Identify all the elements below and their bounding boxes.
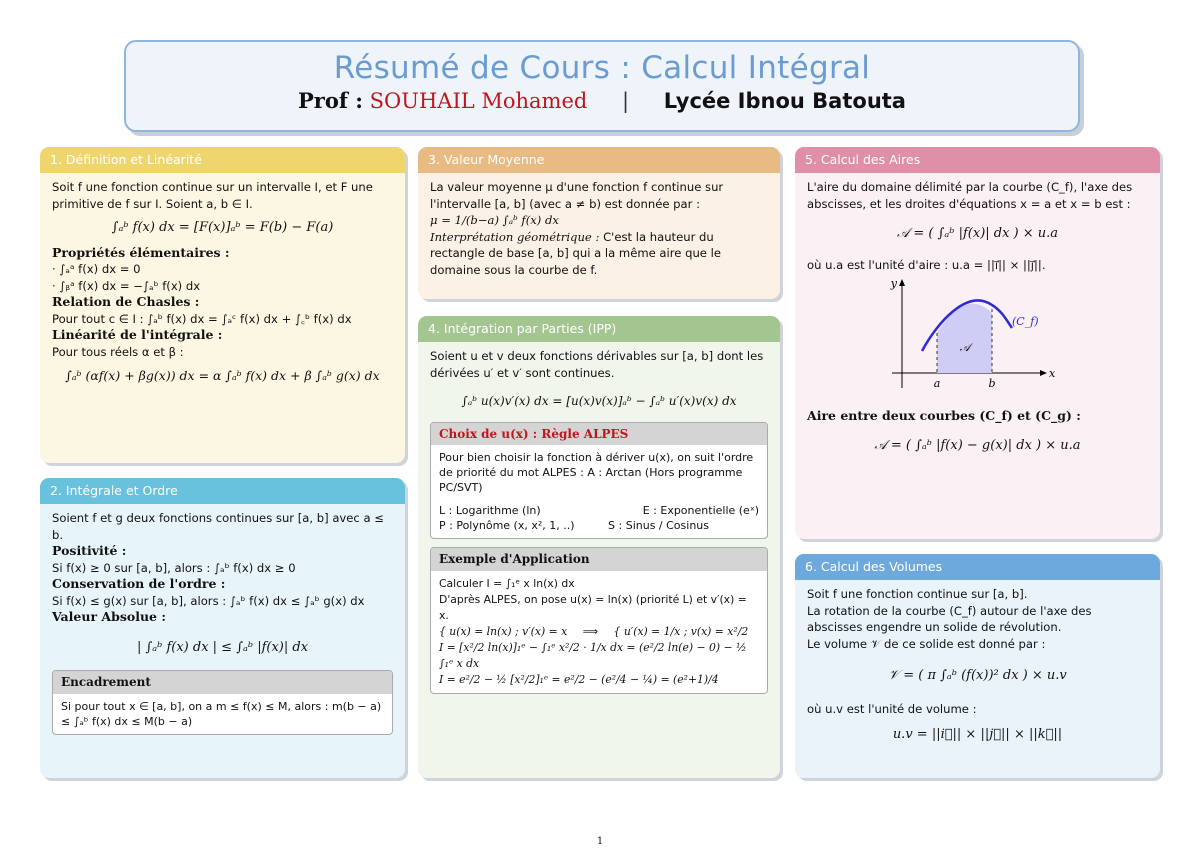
intro-text: Soient f et g deux fonctions continues sur [a, b] avec a ≤ b. <box>52 511 384 542</box>
example-line-5: I = e²/2 − ½ [x²/2]₁ᵉ = e²/2 − (e²/4 − ¼) = (e²+1)/4 <box>439 672 719 686</box>
section-mean-value <box>418 147 780 299</box>
page-header <box>124 40 1080 132</box>
encadrement-text: Si pour tout x ∈ [a, b], on a m ≤ f(x) ≤ M, alors : m(b − a) ≤ ∫ₐᵇ f(x) dx ≤ M(b − a) <box>61 699 382 728</box>
header-separator: | <box>622 89 630 113</box>
encadrement-title: Encadrement <box>53 671 392 694</box>
x-arrow <box>1040 370 1047 376</box>
y-label: y <box>890 277 897 290</box>
props-title: Propriétés élémentaires : <box>52 244 230 260</box>
order-title: Conservation de l'ordre : <box>52 576 226 591</box>
main-formula: ∫ₐᵇ f(x) dx = [F(x)]ₐᵇ = F(b) − F(a) <box>111 220 334 235</box>
chasles-text: Pour tout c ∈ I : ∫ₐᵇ f(x) dx = ∫ₐᶜ f(x) dx + ∫꜀ᵇ f(x) dx <box>52 311 352 326</box>
section-areas <box>795 147 1160 539</box>
volume-line-3: Le volume 𝒱 de ce solide est donné par : <box>807 636 1046 651</box>
volume-line-1: Soit f une fonction continue sur [a, b]. <box>807 587 1028 601</box>
y-arrow <box>899 279 905 286</box>
positivity-text: Si f(x) ≥ 0 sur [a, b], alors : ∫ₐᵇ f(x) dx ≥ 0 <box>52 560 296 575</box>
mean-formula: μ = 1/(b−a) ∫ₐᵇ f(x) dx <box>430 213 559 227</box>
section-definition <box>40 147 405 463</box>
prop-2: · ∫ᵦᵃ f(x) dx = −∫ₐᵇ f(x) dx <box>52 278 201 293</box>
example-system-b: { u′(x) = 1/x ; v(x) = x²/2 <box>613 624 749 638</box>
volume-formula: 𝒱 = ( π ∫ₐᵇ (f(x))² dx ) × u.v <box>888 668 1067 683</box>
school-name: Lycée Ibnou Batouta <box>663 89 906 113</box>
interpretation-text: C'est la hauteur du rectangle de base [a, b] qui a la même aire que le domaine sous la courbe de f. <box>430 229 721 277</box>
between-formula: 𝒜 = ( ∫ₐᵇ |f(x) − g(x)| dx ) × u.a <box>874 438 1081 453</box>
alpes-box <box>430 422 768 540</box>
uv-formula: u.v = ||i⃗|| × ||j⃗|| × ||k⃗|| <box>892 727 1063 742</box>
b-label: b <box>988 377 996 390</box>
ipp-formula: ∫ₐᵇ u(x)v′(x) dx = [u(x)v(x)]ₐᵇ − ∫ₐᵇ u′(x)v(x) dx <box>461 394 737 408</box>
area-text: L'aire du domaine délimité par la courbe (C_f), l'axe des abscisses, et les droites d'équations x = a et x = b est : <box>807 180 1133 211</box>
ua-text: où u.a est l'unité d'aire : u.a = ||i⃗|| × ||j⃗||. <box>807 257 1046 272</box>
linearity-title: Linéarité de l'intégrale : <box>52 327 223 342</box>
example-system-a: { u(x) = ln(x) ; v′(x) = x <box>439 624 568 638</box>
section-title: 1. Définition et Linéarité <box>40 147 405 173</box>
section-title: 5. Calcul des Aires <box>795 147 1160 173</box>
example-line-4: I = [x²/2 ln(x)]₁ᵉ − ∫₁ᵉ x²/2 · 1/x dx = (e²/2 ln(e) − 0) − ½ ∫₁ᵉ x dx <box>439 640 747 670</box>
page-title: Résumé de Cours : Calcul Intégral <box>333 50 871 86</box>
section-title: 4. Intégration par Parties (IPP) <box>418 316 780 342</box>
order-text: Si f(x) ≤ g(x) sur [a, b], alors : ∫ₐᵇ f(x) dx ≤ ∫ₐᵇ g(x) dx <box>52 593 365 608</box>
linearity-intro: Pour tous réels α et β : <box>52 344 184 359</box>
example-title: Exemple d'Application <box>431 548 767 571</box>
prof-name: SOUHAIL Mohamed <box>369 89 588 113</box>
section-volumes <box>795 554 1160 778</box>
page-number: 1 <box>596 836 604 847</box>
positivity-title: Positivité : <box>52 543 127 558</box>
intro-text: Soient u et v deux fonctions dérivables sur [a, b] dont les dérivées u′ et v′ sont continues. <box>430 349 764 380</box>
interpretation-label: Interprétation géométrique : <box>430 229 600 244</box>
linearity-formula: ∫ₐᵇ (αf(x) + βg(x)) dx = α ∫ₐᵇ f(x) dx + β ∫ₐᵇ g(x) dx <box>65 368 380 383</box>
volume-line-2: La rotation de la courbe (C_f) autour de l'axe des abscisses engendre un solide de révolution. <box>807 603 1092 634</box>
alpes-s: S : Sinus / Cosinus <box>608 519 709 532</box>
example-line-2: D'après ALPES, on pose u(x) = ln(x) (priorité L) et v′(x) = x. <box>439 592 747 622</box>
uv-text: où u.v est l'unité de volume : <box>807 701 977 716</box>
between-title: Aire entre deux courbes (C_f) et (C_g) : <box>807 407 1081 423</box>
section-order <box>40 478 405 778</box>
prof-label: Prof : <box>298 88 363 113</box>
alpes-title: Choix de u(x) : Règle ALPES <box>431 423 767 446</box>
author-line <box>126 88 1078 113</box>
example-box <box>430 547 768 694</box>
abs-title: Valeur Absolue : <box>52 609 166 624</box>
mean-text: La valeur moyenne μ d'une fonction f continue sur l'intervalle [a, b] (avec a ≠ b) est donnée par : <box>430 180 724 211</box>
example-line-3 <box>439 624 759 640</box>
section-title: 3. Valeur Moyenne <box>418 147 780 173</box>
chasles-title: Relation de Chasles : <box>52 294 200 309</box>
alpes-p: P : Polynôme (x, x², 1, ..) <box>439 519 575 532</box>
area-formula: 𝒜 = ( ∫ₐᵇ |f(x)| dx ) × u.a <box>896 226 1059 241</box>
encadrement-box <box>52 670 393 735</box>
alpes-text: Pour bien choisir la fonction à dériver u(x), on suit l'ordre de priorité du mot ALPES : A : Arctan (Hors programme PC/SVT) <box>439 451 754 494</box>
alpes-l: L : Logarithme (ln) <box>439 504 541 517</box>
section-title: 2. Intégrale et Ordre <box>40 478 405 504</box>
x-label: x <box>1049 367 1056 380</box>
section-ipp <box>418 316 780 778</box>
implies-arrow: ⟹ <box>582 624 599 638</box>
prop-1: · ∫ₐᵃ f(x) dx = 0 <box>52 262 141 276</box>
example-line-1: Calculer I = ∫₁ᵉ x ln(x) dx <box>439 576 575 590</box>
section-title: 6. Calcul des Volumes <box>795 554 1160 580</box>
interpretation <box>430 229 768 279</box>
alpes-e: E : Exponentielle (eˣ) <box>642 504 759 517</box>
cf-label: (C_f) <box>1012 315 1039 328</box>
intro-text: Soit f une fonction continue sur un intervalle I, et F une primitive de f sur I. Soient a, b ∈ I. <box>52 180 373 211</box>
area-label: 𝒜 <box>959 341 971 354</box>
a-label: a <box>933 377 941 390</box>
abs-formula: | ∫ₐᵇ f(x) dx | ≤ ∫ₐᵇ |f(x)| dx <box>136 639 309 655</box>
area-graph <box>807 273 1147 403</box>
area-region <box>937 304 992 373</box>
